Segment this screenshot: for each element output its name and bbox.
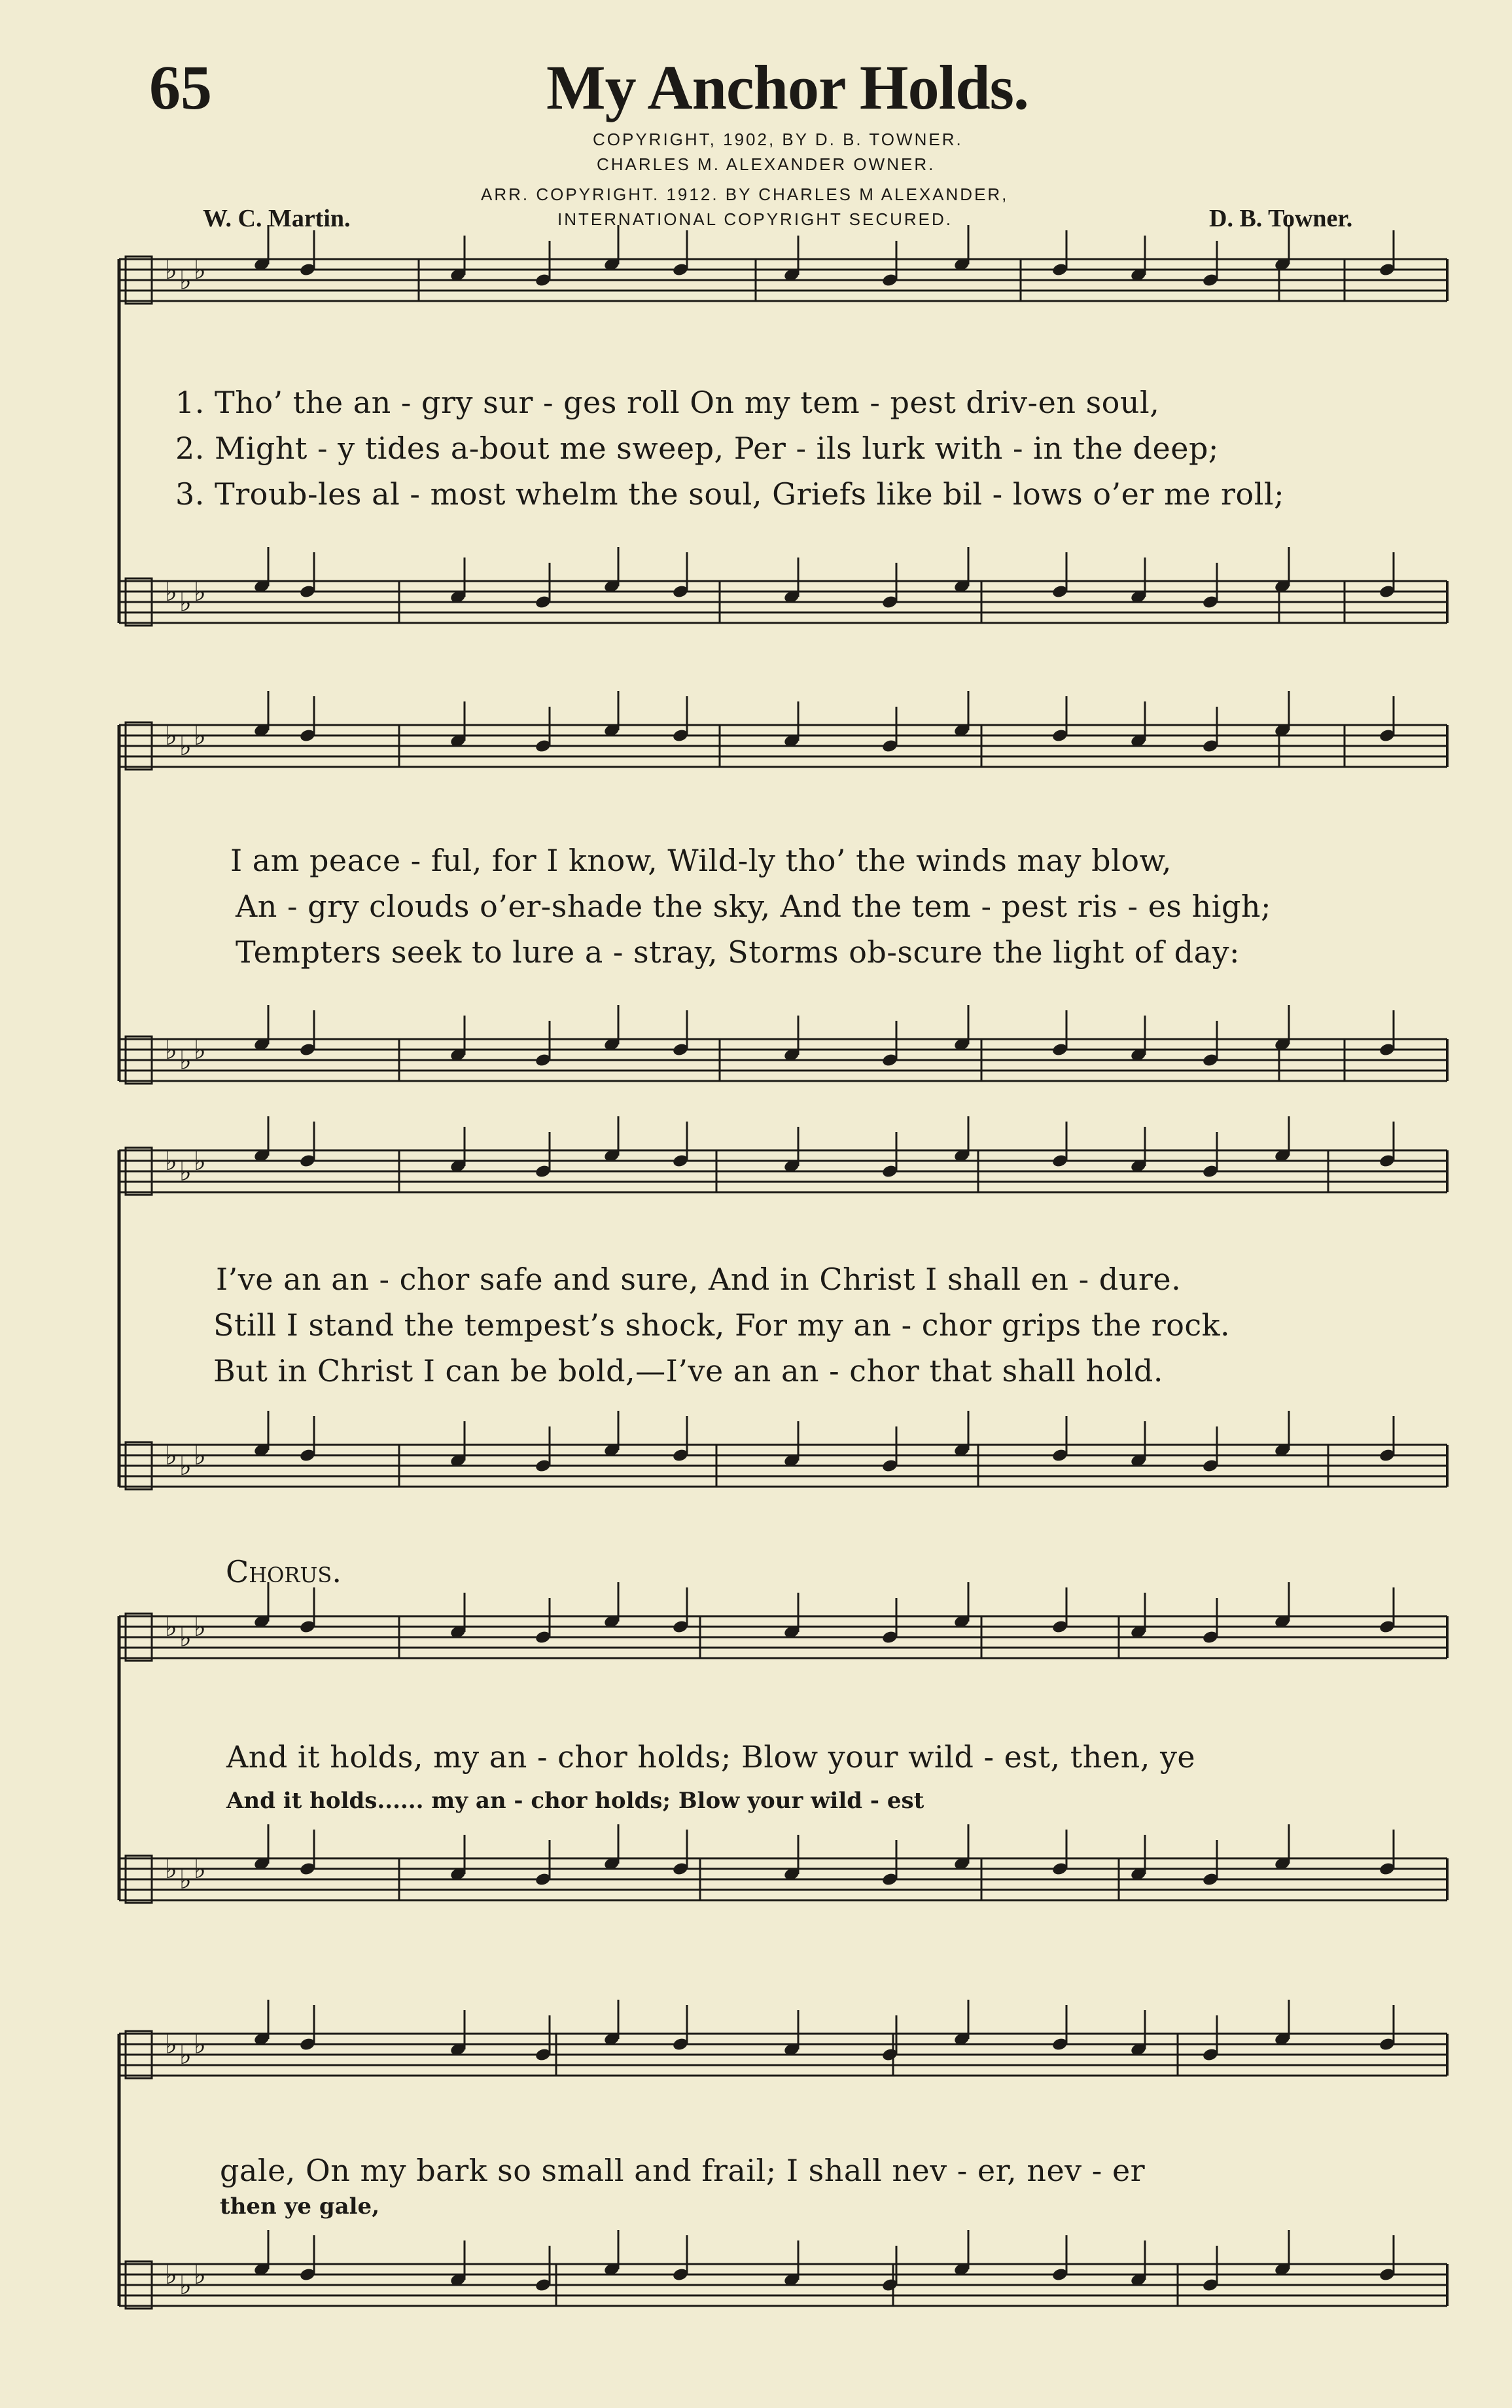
verse-line: 3. Troub-les al - most whelm the soul, Griefs like bil - lows o’er me roll;: [175, 476, 1285, 512]
flat-sign: ♭: [165, 1441, 177, 1471]
copyright-line: COPYRIGHT, 1902, BY D. B. TOWNER.: [593, 130, 963, 149]
verse-line: 2. Might - y tides a-bout me sweep, Per - ils lurk with - in the deep;: [175, 431, 1219, 466]
flat-sign: ♭: [194, 2030, 206, 2060]
chorus-label: Chorus.: [226, 1554, 342, 1589]
verse-line: Tempters seek to lure a - stray, Storms ob-scure the light of day:: [236, 934, 1240, 970]
flat-sign: ♭: [179, 266, 192, 296]
flat-sign: ♭: [179, 588, 192, 618]
chorus-line: And it holds, my an - chor holds; Blow your wild - est, then, ye: [226, 1739, 1196, 1775]
flat-sign: ♭: [165, 721, 177, 751]
flat-sign: ♭: [179, 1451, 192, 1481]
flat-sign: ♭: [179, 2271, 192, 2301]
flat-sign: ♭: [165, 577, 177, 607]
flat-sign: ♭: [194, 1854, 206, 1885]
flat-sign: ♭: [179, 1865, 192, 1895]
flat-sign: ♭: [165, 1035, 177, 1065]
flat-sign: ♭: [194, 721, 206, 751]
flat-sign: ♭: [179, 732, 192, 762]
flat-sign: ♭: [165, 2260, 177, 2290]
flat-sign: ♭: [165, 255, 177, 285]
flat-sign: ♭: [165, 1146, 177, 1177]
composer: D. B. Towner.: [1209, 205, 1353, 232]
chorus-line: gale, On my bark so small and frail; I shall nev - er, nev - er: [220, 2153, 1146, 2188]
flat-sign: ♭: [179, 1623, 192, 1653]
flat-sign: ♭: [194, 1612, 206, 1642]
hymn-number: 65: [149, 52, 212, 122]
flat-sign: ♭: [194, 577, 206, 607]
hymn-title: My Anchor Holds.: [546, 52, 1029, 122]
copyright-line: ARR. COPYRIGHT. 1912. BY CHARLES M ALEXANDER,: [481, 185, 1009, 204]
flat-sign: ♭: [179, 1046, 192, 1076]
flat-sign: ♭: [179, 2040, 192, 2070]
verse-line: Still I stand the tempest’s shock, For my an - chor grips the rock.: [213, 1307, 1231, 1343]
verse-line: I am peace - ful, for I know, Wild-ly tho’ the winds may blow,: [230, 843, 1172, 878]
verse-line: I’ve an an - chor safe and sure, And in Christ I shall en - dure.: [216, 1262, 1182, 1297]
flat-sign: ♭: [179, 1157, 192, 1187]
flat-sign: ♭: [194, 1035, 206, 1065]
flat-sign: ♭: [194, 1441, 206, 1471]
flat-sign: ♭: [194, 2260, 206, 2290]
chorus-small-line: then ye gale,: [220, 2193, 380, 2220]
flat-sign: ♭: [165, 2030, 177, 2060]
verse-line: An - gry clouds o’er-shade the sky, And the tem - pest ris - es high;: [236, 889, 1272, 924]
chorus-small-line: And it holds...... my an - chor holds; Blow your wild - est: [226, 1788, 924, 1814]
author: W. C. Martin.: [203, 205, 351, 232]
flat-sign: ♭: [165, 1854, 177, 1885]
copyright-line: CHARLES M. ALEXANDER OWNER.: [597, 154, 936, 174]
copyright-line: INTERNATIONAL COPYRIGHT SECURED.: [557, 209, 953, 229]
flat-sign: ♭: [194, 1146, 206, 1177]
verse-line: 1. Tho’ the an - gry sur - ges roll On my tem - pest driv-en soul,: [175, 385, 1160, 420]
flat-sign: ♭: [194, 255, 206, 285]
verse-line: But in Christ I can be bold,—I’ve an an - chor that shall hold.: [213, 1353, 1163, 1389]
flat-sign: ♭: [165, 1612, 177, 1642]
